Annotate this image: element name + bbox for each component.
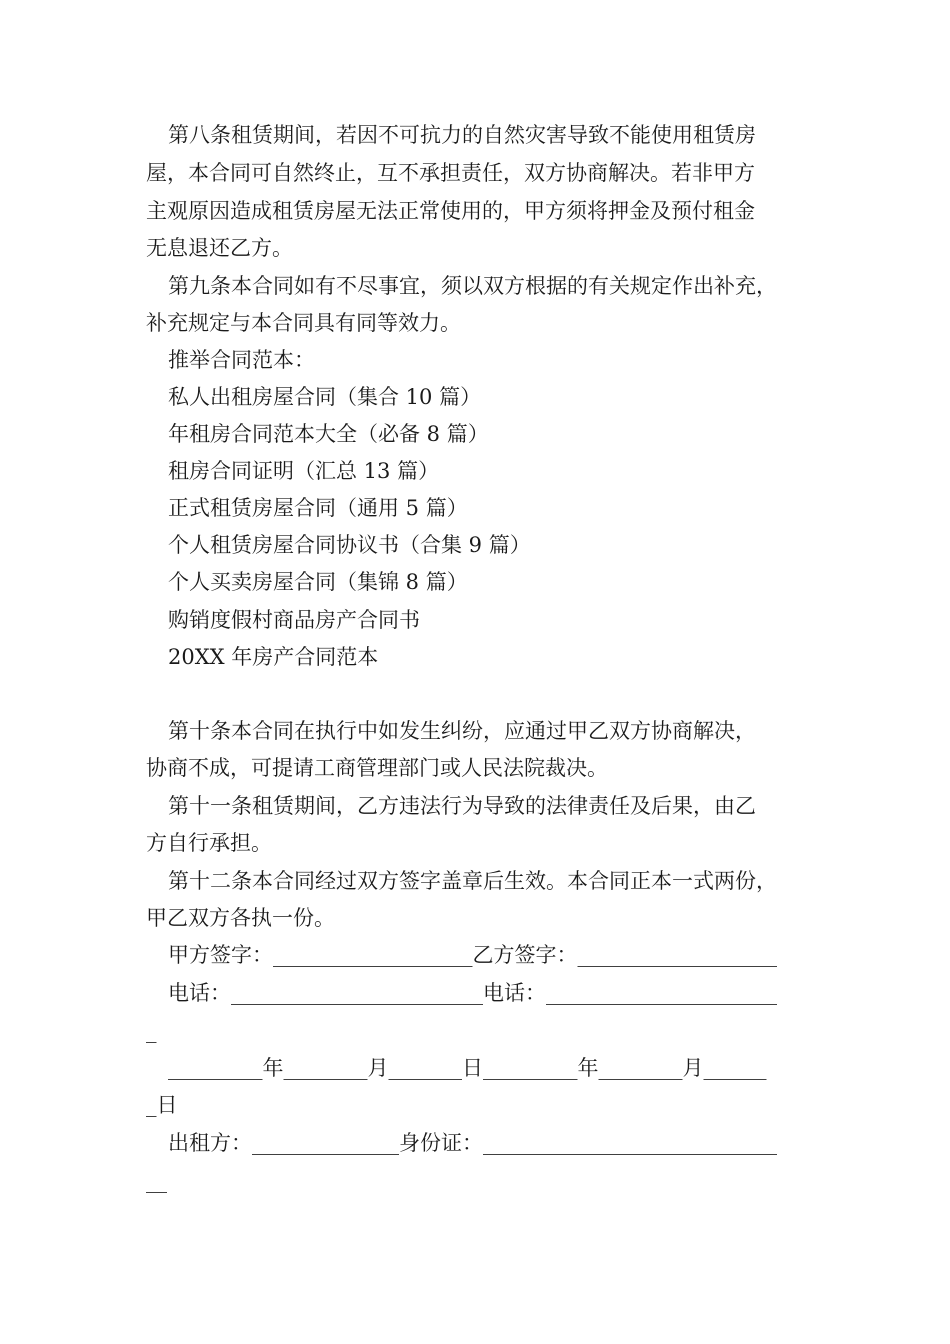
date-line: _________年________月_______日_________年________月______	[168, 1056, 767, 1080]
recommend-link[interactable]: 正式租赁房屋合同（通用 5 篇）	[168, 496, 468, 520]
lessor-id-line-continuation: __	[146, 1169, 167, 1193]
article-12-line-2: 甲乙双方各执一份。	[146, 906, 335, 930]
article-10-line-2: 协商不成，可提请工商管理部门或人民法院裁决。	[146, 756, 608, 780]
recommend-link[interactable]: 租房合同证明（汇总 13 篇）	[168, 459, 440, 483]
article-8-line-1: 第八条租赁期间，若因不可抗力的自然灾害导致不能使用租赁房	[168, 123, 756, 147]
recommend-link[interactable]: 购销度假村商品房产合同书	[168, 608, 420, 632]
article-9-line-2: 补充规定与本合同具有同等效力。	[146, 311, 461, 335]
signature-line: 甲方签字：___________________乙方签字：___________________	[168, 943, 777, 967]
article-8-line-3: 主观原因造成租赁房屋无法正常使用的，甲方须将押金及预付租金	[146, 199, 755, 223]
recommend-link[interactable]: 20XX 年房产合同范本	[168, 645, 379, 669]
date-line-continuation: _日	[146, 1093, 178, 1117]
article-8-line-2: 屋，本合同可自然终止，互不承担责任，双方协商解决。若非甲方	[146, 161, 755, 185]
recommend-heading: 推举合同范本：	[168, 348, 315, 372]
article-9-line-1: 第九条本合同如有不尽事宜，须以双方根据的有关规定作出补充，	[168, 274, 777, 298]
article-8-line-4: 无息退还乙方。	[146, 236, 293, 260]
article-10-line-1: 第十条本合同在执行中如发生纠纷，应通过甲乙双方协商解决，	[168, 719, 756, 743]
article-11-line-1: 第十一条租赁期间，乙方违法行为导致的法律责任及后果，由乙	[168, 794, 756, 818]
lessor-id-line: 出租方：______________身份证：____________________________	[168, 1131, 777, 1155]
recommend-link[interactable]: 私人出租房屋合同（集合 10 篇）	[168, 385, 482, 409]
article-12-line-1: 第十二条本合同经过双方签字盖章后生效。本合同正本一式两份，	[168, 869, 777, 893]
phone-line-continuation: _	[146, 1019, 157, 1043]
phone-line: 电话：________________________电话：______________________	[168, 981, 777, 1005]
recommend-link[interactable]: 个人买卖房屋合同（集锦 8 篇）	[168, 570, 468, 594]
recommend-link[interactable]: 个人租赁房屋合同协议书（合集 9 篇）	[168, 533, 531, 557]
article-11-line-2: 方自行承担。	[146, 831, 272, 855]
recommend-link[interactable]: 年租房合同范本大全（必备 8 篇）	[168, 422, 489, 446]
